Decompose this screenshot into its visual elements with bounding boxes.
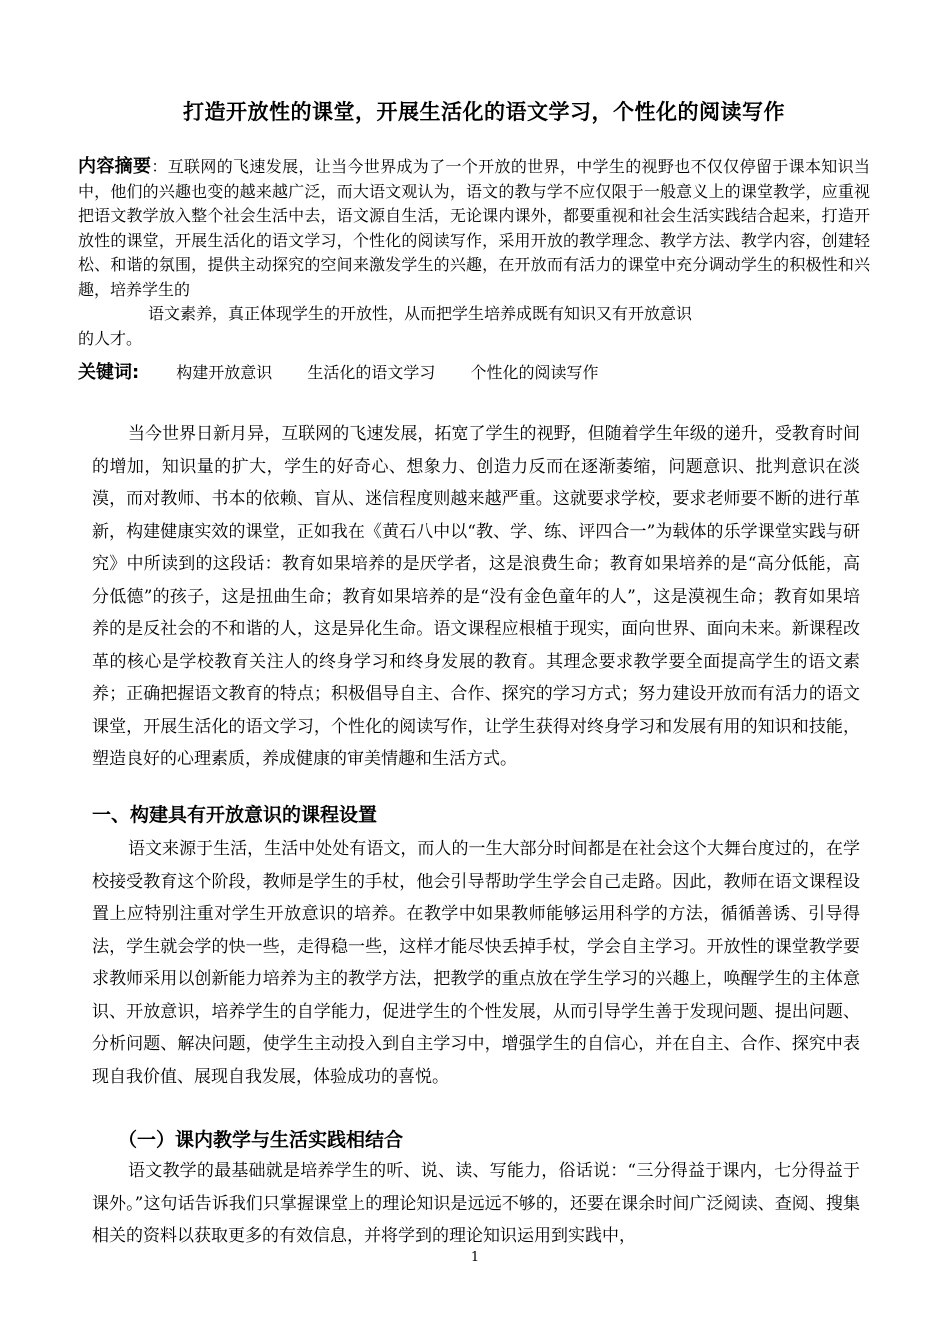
abstract-block (78, 155, 870, 351)
abstract-text-end: 的人才。 (78, 328, 143, 348)
abstract-text-indented: 语文素养，真正体现学生的开放性，从而把学生培养成既有知识又有开放意识 (148, 304, 693, 323)
section-heading: 一、构建具有开放意识的课程设置 (92, 804, 378, 826)
document-title: 打造开放性的课堂，开展生活化的语文学习，个性化的阅读写作 (183, 100, 785, 124)
page-number: 1 (470, 1250, 480, 1265)
abstract-text: 互联网的飞速发展，让当今世界成为了一个开放的世界，中学生的视野也不仅仅停留于课本知识当中，他们的兴趣也变的越来越广泛，而大语文观认为，语文的教与学不应仅限于一般意义上的课堂教学，应重视把语文教学放入整个社会生活中去，语文源自生活，无论课内课外，都要重视和社会生活实践结合起来，打造开放性的课堂，开展生活化的语文学习，个性化的阅读写作，采用开放的教学理念、教学方法、教学内容，创建轻松、和谐的氛围，提供主动探究的空间来激发学生的兴趣，在开放而有活力的课堂中充分调动学生的积极性和兴趣，培养学生的 (78, 157, 870, 299)
keywords-label: 关键词: (78, 362, 140, 383)
subsection-paragraph: 语文教学的最基础就是培养学生的听、说、读、写能力，俗话说：“三分得益于课内，七分得益于课外。”这句话告诉我们只掌握课堂上的理论知识是远远不够的，还要在课余时间广泛阅读、查阅、搜集相关的资料以获取更多的有效信息，并将学到的理论知识运用到实践中， (92, 1161, 860, 1246)
subsection-heading: （一）课内教学与生活实践相结合 (118, 1129, 404, 1151)
keyword-item: 构建开放意识 (176, 363, 273, 382)
section-paragraph: 语文来源于生活，生活中处处有语文，而人的一生大部分时间都是在社会这个大舞台度过的，在学校接受教育这个阶段，教师是学生的手杖，他会引导帮助学生学会自己走路。因此，教师在语文课程设置上应特别注重对学生开放意识的培养。在教学中如果教师能够运用科学的方法，循循善诱、引导得法，学生就会学的快一些，走得稳一些，这样才能尽快丢掉手杖，学会自主学习。开放性的课堂教学要求教师采用以创新能力培养为主的教学方法，把教学的重点放在学生学习的兴趣上，唤醒学生的主体意识、开放意识，培养学生的自学能力，促进学生的个性发展，从而引导学生善于发现问题、提出问题、分析问题、解决问题，使学生主动投入到自主学习中，增强学生的自信心，并在自主、合作、探究中表现自我价值、展现自我发展，体验成功的喜悦。 (92, 839, 860, 1087)
abstract-label: 内容摘要 (78, 156, 152, 177)
intro-paragraph: 当今世界日新月异，互联网的飞速发展，拓宽了学生的视野，但随着学生年级的递升，受教育时间的增加，知识量的扩大，学生的好奇心、想象力、创造力反而在逐渐萎缩，问题意识、批判意识在淡漠，而对教师、书本的依赖、盲从、迷信程度则越来越严重。这就要求学校，要求老师要不断的进行革新，构建健康实效的课堂，正如我在《黄石八中以“教、学、练、评四合一”为载体的乐学课堂实践与研究》中所读到的这段话：教育如果培养的是厌学者，这是浪费生命；教育如果培养的是“高分低能，高分低德”的孩子，这是扭曲生命；教育如果培养的是“没有金色童年的人”，这是漠视生命；教育如果培养的是反社会的不和谐的人，这是异化生命。语文课程应根植于现实，面向世界、面向未来。新课程改革的核心是学校教育关注人的终身学习和终身发展的教育。其理念要求教学要全面提高学生的语文素养；正确把握语文教育的特点；积极倡导自主、合作、探究的学习方式；努力建设开放而有活力的语文课堂，开展生活化的语文学习，个性化的阅读写作，让学生获得对终身学习和发展有用的知识和技能，塑造良好的心理素质，养成健康的审美情趣和生活方式。 (92, 424, 860, 769)
abstract-colon: ： (151, 157, 168, 176)
keyword-item: 个性化的阅读写作 (470, 363, 599, 382)
keyword-item: 生活化的语文学习 (307, 363, 436, 382)
keywords-line (78, 358, 629, 384)
